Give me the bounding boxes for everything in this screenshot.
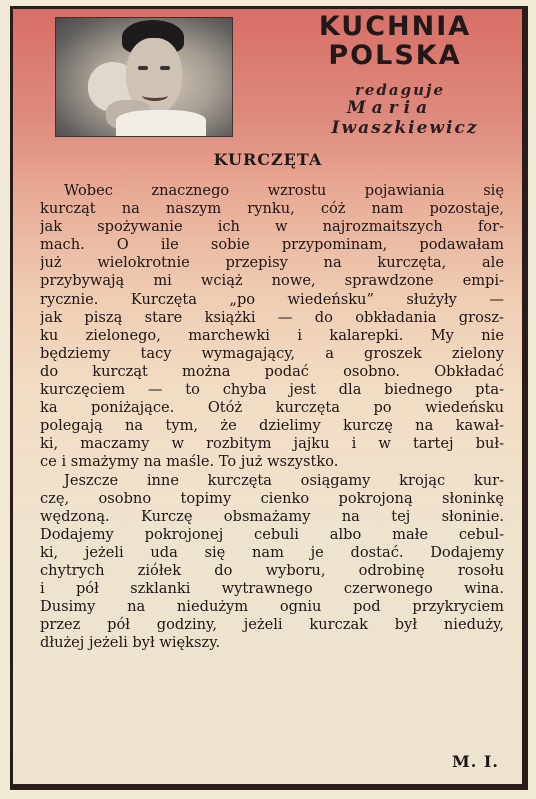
text-line: ce i smażymy na maśle. To już wszystko. <box>40 453 339 471</box>
author-photo <box>55 17 233 137</box>
text-line: przybywają mi wciąż nowe, sprawdzone empi- <box>40 272 504 290</box>
text-line: jak spożywanie ich w najrozmaitszych for- <box>40 218 504 236</box>
paragraph-1 <box>40 182 504 472</box>
author-collar <box>116 110 206 136</box>
column-title <box>300 12 490 70</box>
paragraph-2 <box>40 472 504 653</box>
text-line: Dusimy na niedużym ogniu pod przykryciem <box>40 598 504 616</box>
author-eye <box>160 66 170 70</box>
text-line: przez pół godziny, jeżeli kurczak był nieduży, <box>40 616 504 634</box>
article-body <box>40 182 504 652</box>
text-line: mach. O ile sobie przypominam, podawałam <box>40 236 504 254</box>
text-line: już wielokrotnie przepisy na kurczęta, ale <box>40 254 504 272</box>
article-heading: KURCZĘTA <box>213 150 323 169</box>
text-line: ku zielonego, marchewki i kalarepki. My nie <box>40 326 504 344</box>
text-line: i pół szklanki wytrawnego czerwonego wina. <box>40 580 504 598</box>
text-line: ka poniżające. Otóż kurczęta po wiedeńsku <box>40 399 504 417</box>
text-line: Jeszcze inne kurczęta osiągamy krojąc kur- <box>64 471 504 489</box>
column-title-line2: POLSKA <box>328 40 462 71</box>
text-line: polegają na tym, że dzielimy kurczę na kawał- <box>40 417 504 435</box>
text-line: kurcząt na naszym rynku, cóż nam pozostaje, <box>40 200 504 218</box>
text-line: chytrych ziółek do wyboru, odrobinę rosołu <box>40 561 504 579</box>
text-line: Dodajemy pokrojonej cebuli albo małe cebul- <box>40 525 504 543</box>
text-line: ki, jeżeli uda się nam je dostać. Dodajemy <box>40 543 504 561</box>
text-line: jak piszą stare książki — do obkładania grosz- <box>40 308 504 326</box>
text-line: rycznie. Kurczęta „po wiedeńsku” służyły — <box>40 290 504 308</box>
column-title-line1: KUCHNIA <box>318 11 472 42</box>
text-line: Wobec znacznego wzrostu pojawiania się <box>64 182 504 199</box>
text-line: do kurcząt można podać osobno. Obkładać <box>40 362 504 380</box>
text-line: będziemy tacy wymagający, a groszek zielony <box>40 344 504 362</box>
author-eye <box>138 66 148 70</box>
author-smile <box>142 90 168 101</box>
text-line: dłużej jeżeli był większy. <box>40 634 221 652</box>
text-line: kurczęciem — to chyba jest dla biednego ptа- <box>40 381 504 399</box>
editor-credit <box>300 82 480 138</box>
credit-redaguje: redaguje <box>354 81 446 99</box>
text-line: czę, osobno topimy cienko pokrojoną słoninkę <box>40 489 504 507</box>
author-signature: M. I. <box>452 752 499 771</box>
credit-first-name: Maria <box>346 98 434 118</box>
text-line: wędzoną. Kurczę obsmażamy na tej słoninie. <box>40 507 504 525</box>
credit-last-name: Iwaszkiewicz <box>331 118 479 138</box>
text-line: ki, maczamy w rozbitym jajku i w tartej buł- <box>40 435 504 453</box>
